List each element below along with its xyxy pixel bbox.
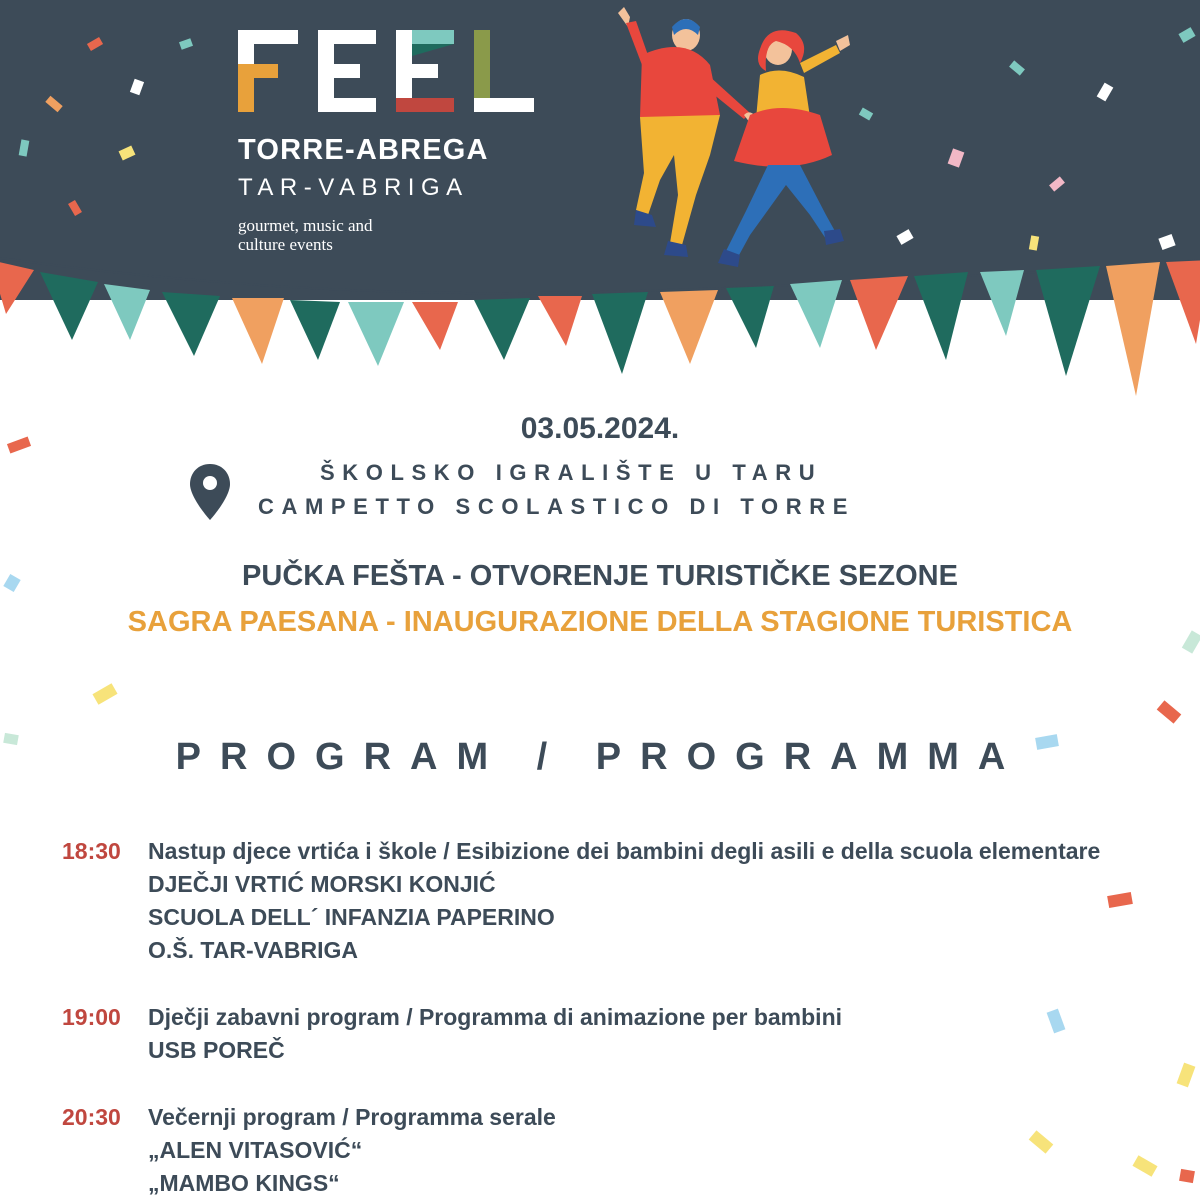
- dancing-couple-illustration: [600, 5, 860, 270]
- program-description: Nastup djece vrtića i škole / Esibizione dei bambini degli asili e della scuola elementare: [148, 838, 1101, 864]
- brand-name: TORRE-ABREGA: [238, 134, 489, 166]
- event-title-it: SAGRA PAESANA - INAUGURAZIONE DELLA STAGIONE TURISTICA: [127, 606, 1073, 638]
- program-time: 20:30: [62, 1104, 121, 1130]
- venue-hr: ŠKOLSKO IGRALIŠTE U TARU: [320, 460, 823, 485]
- program-time: 19:00: [62, 1004, 121, 1030]
- program-description: Dječji zabavni program / Programma di animazione per bambini: [148, 1004, 843, 1030]
- venue-it: CAMPETTO SCOLASTICO DI TORRE: [258, 494, 856, 519]
- event-title-hr: PUČKA FEŠTA - OTVORENJE TURISTIČKE SEZONE: [242, 560, 958, 592]
- venue: [0, 460, 1200, 520]
- program-performer: DJEČJI VRTIĆ MORSKI KONJIĆ: [148, 871, 496, 897]
- tagline-line-2: culture events: [238, 235, 333, 254]
- bunting-garland: [0, 240, 1200, 420]
- program-performer: „MAMBO KINGS“: [148, 1170, 340, 1196]
- tagline-line-1: gourmet, music and: [238, 216, 373, 235]
- event-date: 03.05.2024.: [520, 412, 680, 445]
- program-time: 18:30: [62, 838, 121, 864]
- program-performer: USB POREČ: [148, 1037, 285, 1063]
- program-performer: „ALEN VITASOVIĆ“: [148, 1137, 363, 1163]
- program-performer: O.Š. TAR-VABRIGA: [148, 937, 358, 963]
- brand-subtitle: TAR-VABRIGA: [238, 174, 469, 201]
- feel-logo: [236, 30, 536, 115]
- program-heading: PROGRAM / PROGRAMMA: [175, 736, 1025, 778]
- program-description: Večernji program / Programma serale: [148, 1104, 556, 1130]
- program-performer: SCUOLA DELL´ INFANZIA PAPERINO: [148, 904, 555, 930]
